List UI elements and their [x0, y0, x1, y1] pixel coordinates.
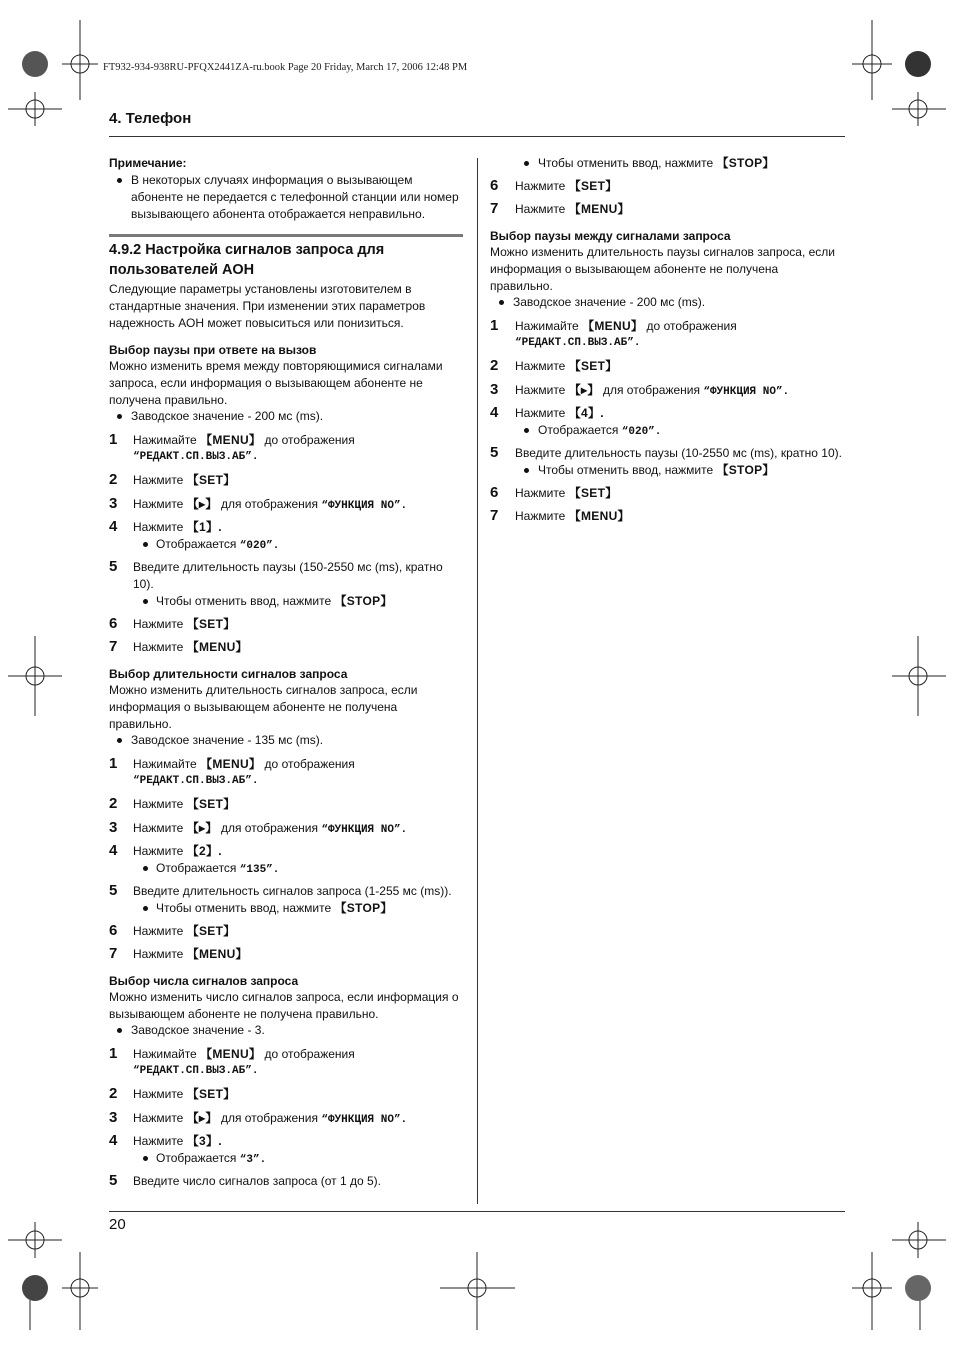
section-title: 4. Телефон — [109, 110, 192, 127]
s4-title: Выбор паузы между сигналами запроса — [490, 229, 731, 243]
step-num: 1 — [109, 755, 118, 772]
step-num: 3 — [109, 819, 118, 836]
s2-step5: Введите длительность сигналов запроса (1-255 мс (ms)). — [133, 884, 452, 898]
step-num: 6 — [490, 484, 499, 501]
s4-step2: Нажмите 【SET】 — [515, 359, 618, 373]
header-divider — [109, 136, 845, 137]
step-num: 4 — [490, 404, 499, 421]
s4-shown: Отображается “020”. — [538, 423, 662, 438]
step-num: 7 — [490, 200, 499, 217]
step-num: 6 — [490, 177, 499, 194]
s3-step7: Нажмите 【MENU】 — [515, 202, 630, 216]
bullet — [524, 161, 529, 166]
step-num: 7 — [109, 945, 118, 962]
step-num: 2 — [109, 795, 118, 812]
page-number: 20 — [109, 1216, 126, 1233]
s4-step3: Нажмите 【▸】 для отображения “ФУНКЦИЯ NO”. — [515, 383, 790, 398]
s4-step4: Нажмите 【4】. — [515, 406, 604, 420]
s3-step5: Введите число сигналов запроса (от 1 до 5). — [133, 1174, 382, 1188]
s2-step7: Нажмите 【MENU】 — [133, 947, 248, 961]
bullet — [143, 866, 148, 871]
s4-cancel: Чтобы отменить ввод, нажмите 【STOP】 — [538, 463, 775, 477]
s1-cancel: Чтобы отменить ввод, нажмите 【STOP】 — [156, 594, 393, 608]
bullet — [117, 178, 122, 183]
s2-desc: Можно изменить длительность сигналов запроса, если информация о вызывающем абоненте не получена правильно. — [109, 683, 418, 731]
s3-desc: Можно изменить число сигналов запроса, если информация о вызывающем абоненте не получена правильно. — [109, 990, 459, 1021]
step-num: 1 — [490, 317, 499, 334]
step-num: 1 — [109, 431, 118, 448]
s4-step5: Введите длительность паузы (10-2550 мс (ms), кратно 10). — [515, 446, 842, 460]
step-num: 3 — [109, 1109, 118, 1126]
bullet — [499, 300, 504, 305]
s2-step4: Нажмите 【2】. — [133, 844, 222, 858]
step-num: 5 — [490, 444, 499, 461]
s2-step1: Нажимайте 【MENU】 до отображения “РЕДАКТ.СП.ВЫЗ.АБ”. — [133, 757, 355, 787]
s1-default: Заводское значение - 200 мс (ms). — [131, 409, 324, 423]
bullet — [143, 599, 148, 604]
s4-default: Заводское значение - 200 мс (ms). — [513, 295, 706, 309]
step-num: 3 — [109, 495, 118, 512]
step-num: 4 — [109, 842, 118, 859]
s1-desc: Можно изменить время между повторяющимися сигналами запроса, если информация о вызывающем абоненте не получена правильно. — [109, 359, 443, 407]
s3-cancel: Чтобы отменить ввод, нажмите 【STOP】 — [538, 156, 775, 170]
note-title: Примечание: — [109, 156, 187, 170]
s3-title: Выбор числа сигналов запроса — [109, 974, 299, 988]
step-num: 5 — [109, 882, 118, 899]
step-num: 7 — [490, 507, 499, 524]
s3-step1: Нажимайте 【MENU】 до отображения “РЕДАКТ.СП.ВЫЗ.АБ”. — [133, 1047, 355, 1077]
s1-step6: Нажмите 【SET】 — [133, 617, 236, 631]
step-num: 6 — [109, 615, 118, 632]
step-num: 3 — [490, 381, 499, 398]
bullet — [143, 542, 148, 547]
s2-cancel: Чтобы отменить ввод, нажмите 【STOP】 — [156, 901, 393, 915]
bullet — [117, 738, 122, 743]
s3-shown: Отображается “3”. — [156, 1151, 267, 1166]
step-num: 2 — [109, 1085, 118, 1102]
column-divider — [477, 158, 478, 1204]
s1-step5: Введите длительность паузы (150-2550 мс (ms), кратно 10). — [133, 560, 443, 591]
footer-divider — [109, 1211, 845, 1212]
subsection-rule — [109, 234, 463, 237]
subsection-heading: 4.9.2 Настройка сигналов запроса для пользователей АОН — [109, 242, 385, 278]
s1-step1: Нажимайте 【MENU】 до отображения “РЕДАКТ.СП.ВЫЗ.АБ”. — [133, 433, 355, 463]
bullet — [117, 414, 122, 419]
step-num: 2 — [490, 357, 499, 374]
s1-shown: Отображается “020”. — [156, 537, 280, 552]
step-num: 6 — [109, 922, 118, 939]
bullet — [524, 428, 529, 433]
s2-step3: Нажмите 【▸】 для отображения “ФУНКЦИЯ NO”. — [133, 821, 408, 836]
s4-step1: Нажимайте 【MENU】 до отображения “РЕДАКТ.СП.ВЫЗ.АБ”. — [515, 319, 737, 349]
step-num: 4 — [109, 1132, 118, 1149]
step-num: 5 — [109, 1172, 118, 1189]
s2-step2: Нажмите 【SET】 — [133, 797, 236, 811]
s2-title: Выбор длительности сигналов запроса — [109, 667, 348, 681]
s4-step7: Нажмите 【MENU】 — [515, 509, 630, 523]
s2-step6: Нажмите 【SET】 — [133, 924, 236, 938]
s3-step4: Нажмите 【3】. — [133, 1134, 222, 1148]
intro-text: Следующие параметры установлены изготовителем в стандартные значения. При изменении этих параметров надежность АОН может повыситься или понизиться. — [109, 282, 426, 330]
step-num: 2 — [109, 471, 118, 488]
step-num: 7 — [109, 638, 118, 655]
step-num: 5 — [109, 558, 118, 575]
s2-shown: Отображается “135”. — [156, 861, 280, 876]
s1-step3: Нажмите 【▸】 для отображения “ФУНКЦИЯ NO”. — [133, 497, 408, 512]
s3-default: Заводское значение - 3. — [131, 1023, 265, 1037]
step-num: 4 — [109, 518, 118, 535]
bullet — [524, 468, 529, 473]
s1-step4: Нажмите 【1】. — [133, 520, 222, 534]
s3-step2: Нажмите 【SET】 — [133, 1087, 236, 1101]
s1-step7: Нажмите 【MENU】 — [133, 640, 248, 654]
s1-step2: Нажмите 【SET】 — [133, 473, 236, 487]
bullet — [117, 1028, 122, 1033]
s3-step6: Нажмите 【SET】 — [515, 179, 618, 193]
step-num: 1 — [109, 1045, 118, 1062]
bullet — [143, 906, 148, 911]
note-text: В некоторых случаях информация о вызывающем абоненте не передается с телефонной станции или номер вызывающего абонента отображается неправильно. — [131, 173, 459, 221]
book-header: FT932-934-938RU-PFQX2441ZA-ru.book Page 20 Friday, March 17, 2006 12:48 PM — [103, 62, 468, 73]
bullet — [143, 1156, 148, 1161]
s2-default: Заводское значение - 135 мс (ms). — [131, 733, 324, 747]
s1-title: Выбор паузы при ответе на вызов — [109, 343, 317, 357]
s4-step6: Нажмите 【SET】 — [515, 486, 618, 500]
s4-desc: Можно изменить длительность паузы сигналов запроса, если информация о вызывающем абоненте не получена правильно. — [490, 245, 835, 293]
s3-step3: Нажмите 【▸】 для отображения “ФУНКЦИЯ NO”. — [133, 1111, 408, 1126]
